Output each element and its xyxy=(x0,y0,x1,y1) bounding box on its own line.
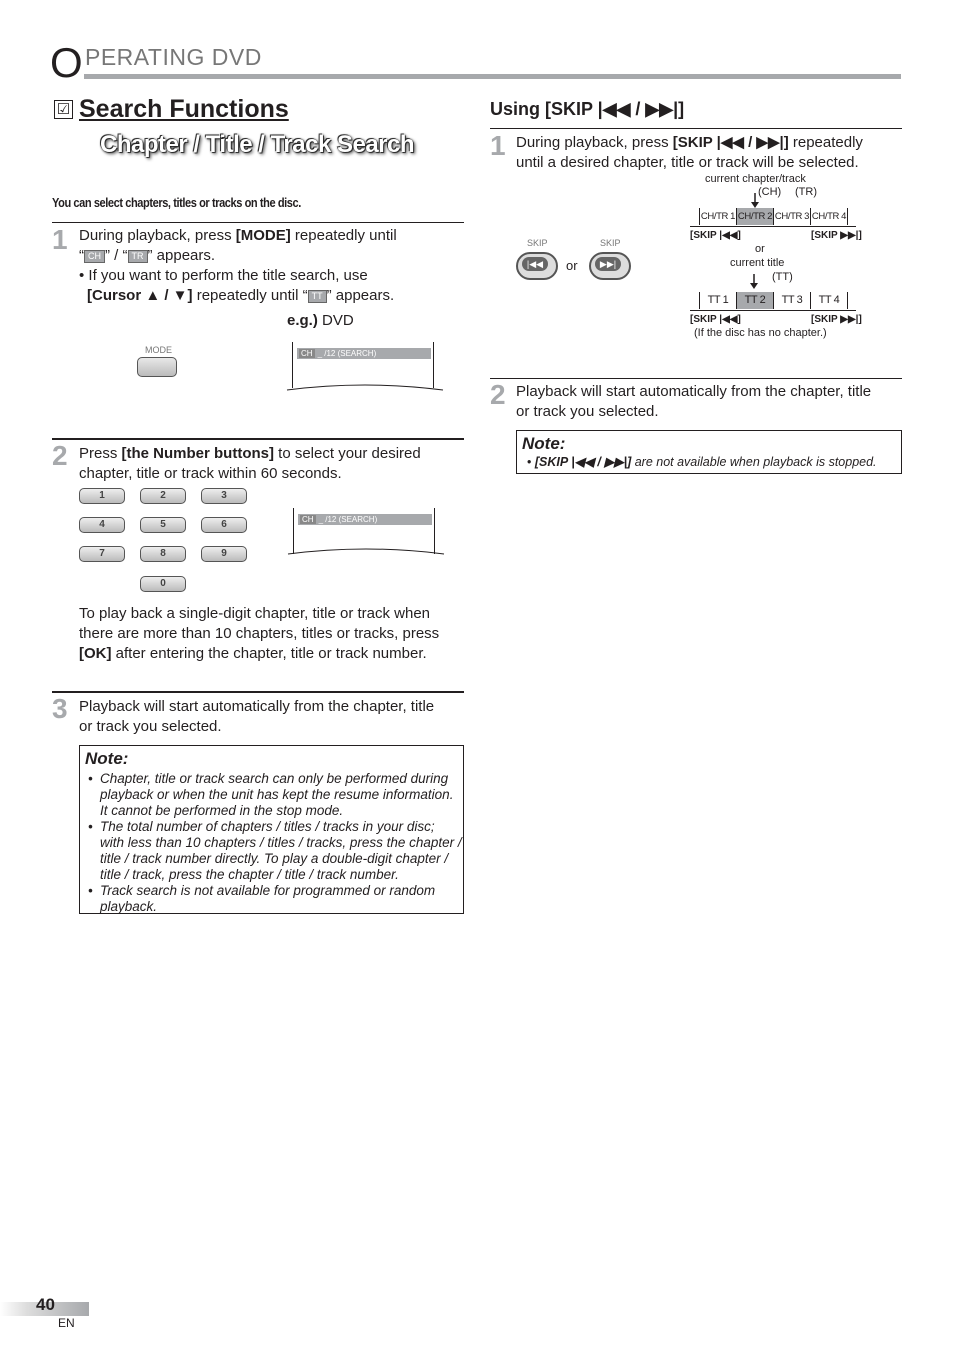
number-key-9[interactable]: 9 xyxy=(201,546,247,562)
skip-next-button[interactable] xyxy=(589,252,631,280)
number-key-6[interactable]: 6 xyxy=(201,517,247,533)
step2-paragraph: To play back a single-digit chapter, title or track when there are more than 10 chapters, titles or tracks, press [OK] after entering the chapter, title or track number. xyxy=(79,605,440,662)
note-box xyxy=(79,745,464,914)
number-key-0[interactable]: 0 xyxy=(140,576,186,592)
current-chapter-label: current chapter/track xyxy=(705,173,806,185)
number-key-3[interactable]: 3 xyxy=(201,488,247,504)
step1-number: 1 xyxy=(52,224,68,255)
number-key-4[interactable]: 4 xyxy=(79,517,125,533)
right-note-heading: Note: xyxy=(522,434,566,453)
diagram-skip-prev: [SKIP |◀◀] xyxy=(690,230,741,241)
step3-text: Playback will start automatically from the chapter, title or track you selected. xyxy=(79,698,435,735)
number-key-2[interactable]: 2 xyxy=(140,488,186,504)
step1-text: During playback, press [MODE] repeatedly until “ CH ” / “ TR ” appears. • If you want to perform the title search, use [Cursor ▲ / ▼] repeatedly until “ TT ” appears. xyxy=(79,227,397,304)
header-initial: O xyxy=(50,39,83,86)
title-arrow xyxy=(749,274,759,290)
search-bar: CH _ /12 (SEARCH) xyxy=(297,348,431,359)
note-heading: Note: xyxy=(85,749,129,768)
step2-text: Press [the Number buttons] to select your desired chapter, title or track within 60 seconds. xyxy=(79,445,421,482)
skip-next-label: SKIP xyxy=(600,238,621,248)
note-item: • Chapter, title or track search can only be performed during playback or when the unit has kept the resume information. It cannot be performed in the stop mode. xyxy=(88,771,454,818)
chapter-cell: CH/TR 4 xyxy=(810,208,848,225)
title-cell: TT 1 xyxy=(699,292,736,309)
right-step1-number: 1 xyxy=(490,130,506,161)
step3-rule xyxy=(52,691,464,693)
right-step2-rule xyxy=(490,378,902,379)
title-cell-selected: TT 2 xyxy=(736,292,773,309)
skip-next-icon: ▶▶| xyxy=(595,257,621,271)
chapter-cell: CH/TR 1 xyxy=(699,208,736,225)
page-number: 40 xyxy=(36,1295,55,1314)
diagram-skip-next-2: [SKIP ▶▶|] xyxy=(811,314,862,325)
diagram-skip-prev-2: [SKIP |◀◀] xyxy=(690,314,741,325)
chapter-arrow xyxy=(750,193,760,209)
right-step2-number: 2 xyxy=(490,379,506,410)
right-step1-rule xyxy=(490,128,902,129)
example-label: e.g.) DVD xyxy=(287,312,354,329)
right-step1-text: During playback, press [SKIP |◀◀ / ▶▶|] repeatedly until a desired chapter, title or track will be selected. xyxy=(516,134,863,171)
title-cell: TT 3 xyxy=(773,292,810,309)
ch-label: (CH) xyxy=(758,186,782,198)
tv-screen-1-base xyxy=(285,378,445,394)
right-step2-text: Playback will start automatically from the chapter, title or track you selected. xyxy=(516,383,872,420)
current-title-label: current title xyxy=(730,257,785,269)
tt-tag: TT xyxy=(308,290,327,303)
note-item: • Track search is not available for programmed or random playback. xyxy=(88,883,436,914)
right-note-box xyxy=(516,430,902,474)
or-text: or xyxy=(566,258,578,273)
skip-heading: Using [SKIP |◀◀ / ▶▶|] xyxy=(490,99,685,119)
search-bar: CH _ /12 (SEARCH) xyxy=(298,514,432,525)
mode-button[interactable] xyxy=(137,357,177,377)
chapter-cell: CH/TR 3 xyxy=(773,208,810,225)
section-title: Search Functions xyxy=(79,95,289,123)
language-code: EN xyxy=(58,1316,75,1330)
chapter-track-row xyxy=(690,208,856,227)
note-list xyxy=(88,771,463,915)
diagram-skip-next: [SKIP ▶▶|] xyxy=(811,230,862,241)
intro-text: You can select chapters, titles or tracks on the disc. xyxy=(52,195,301,210)
tr-tag: TR xyxy=(128,250,148,263)
skip-prev-button[interactable] xyxy=(516,252,558,280)
chapter-cell-selected: CH/TR 2 xyxy=(736,208,773,225)
mode-button-label: MODE xyxy=(145,345,172,355)
checkbox-icon: ☑ xyxy=(54,100,73,119)
ch-tag: CH xyxy=(84,250,105,263)
number-key-8[interactable]: 8 xyxy=(140,546,186,562)
tr-label: (TR) xyxy=(795,186,817,198)
step1-rule xyxy=(52,222,464,223)
title-row xyxy=(690,292,856,311)
diagram-or: or xyxy=(755,243,765,255)
note-item: • The total number of chapters / titles / tracks in your disc; with less than 10 chapters / titles / tracks, press the chapter / title / track number directly. To play a double-digit chapter / title / track, press the chapter / title / track number. xyxy=(88,819,462,882)
number-key-1[interactable]: 1 xyxy=(79,488,125,504)
section-subtitle: Chapter / Title / Track Search xyxy=(100,131,415,158)
tt-label: (TT) xyxy=(772,271,793,283)
step3-number: 3 xyxy=(52,693,68,724)
number-key-5[interactable]: 5 xyxy=(140,517,186,533)
header-rule xyxy=(84,74,901,79)
no-chapter-note: (If the disc has no chapter.) xyxy=(694,327,827,339)
step2-rule xyxy=(52,438,464,440)
title-cell: TT 4 xyxy=(810,292,848,309)
tv-screen-2-base xyxy=(286,542,446,558)
header-title: PERATING DVD xyxy=(85,44,262,70)
step2-number: 2 xyxy=(52,440,68,471)
skip-prev-label: SKIP xyxy=(527,238,548,248)
number-key-7[interactable]: 7 xyxy=(79,546,125,562)
right-note-item: • [SKIP |◀◀ / ▶▶|] are not available when playback is stopped. xyxy=(527,455,877,469)
skip-prev-icon: |◀◀ xyxy=(522,257,548,271)
